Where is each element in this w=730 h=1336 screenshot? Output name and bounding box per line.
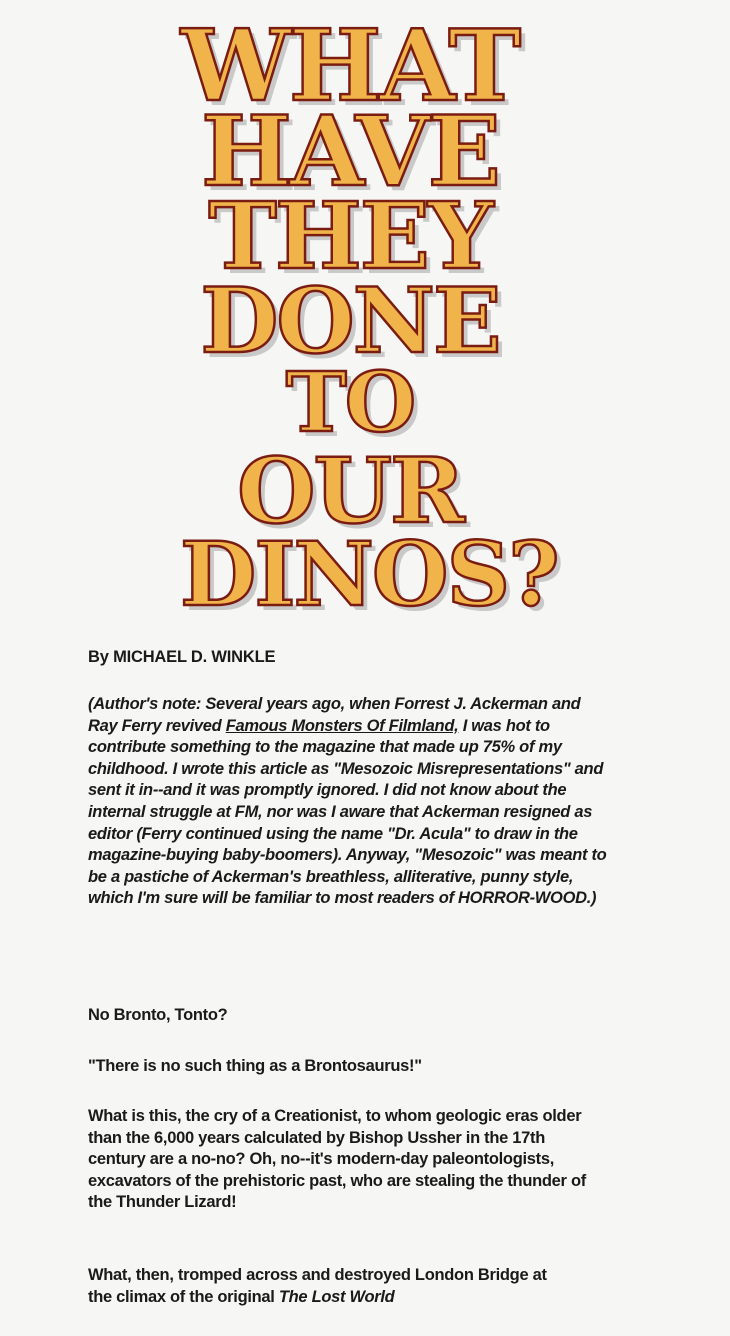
authors-note-body: I was hot to contribute something to the magazine that made up 75% of my childhood. I wrote this article as "Mesozoic Misrepresentations" and sent it in--and it was promptly ignored. I did not know about the internal struggle at FM, nor was I aware that Ackerman resigned as editor (Ferry continued using the name "Dr. Acula" to draw in the magazine-buying baby-boomers). Anyway, "Mesozoic" was meant to be a pastiche of Ackerman's breathless, alliterative, punny style, which I'm sure will be familiar to most readers of HORROR-WOOD.)	[88, 716, 607, 908]
title-line-1: WHAT	[180, 9, 520, 124]
paragraph-lost-world-text: What, then, tromped across and destroyed London Bridge at the climax of the original	[88, 1266, 547, 1306]
title-line-7: DINOS?	[180, 522, 558, 626]
title-line-4: DONE	[200, 268, 500, 374]
title-line-2: HAVE	[201, 95, 499, 208]
paragraph-quote: "There is no such thing as a Brontosaurus!"	[88, 1057, 422, 1075]
authors-note-intro: (Author's note: Several years ago, when Forrest J. Ackerman and Ray Ferry revived	[88, 695, 581, 735]
article-title	[170, 9, 558, 626]
title-line-6: OUR	[237, 438, 463, 544]
paragraph-subheading: No Bronto, Tonto?	[88, 1006, 228, 1024]
paragraph-lost-world	[88, 1265, 568, 1308]
byline: By MICHAEL D. WINKLE	[88, 648, 276, 666]
film-title: The Lost World	[278, 1287, 395, 1306]
authors-note	[88, 694, 608, 910]
title-line-5: TO	[285, 355, 415, 451]
paragraph-creationist: What is this, the cry of a Creationist, to whom geologic eras older than the 6,000 years calculated by Bishop Ussher in the 17th century are a no-no? Oh, no--it's modern-day paleontologists, excavators of the prehistoric past, who are stealing the thunder of the Thunder Lizard!	[88, 1107, 586, 1212]
title-line-3: THEY	[208, 182, 492, 290]
magazine-title: Famous Monsters Of Filmland,	[225, 716, 459, 735]
